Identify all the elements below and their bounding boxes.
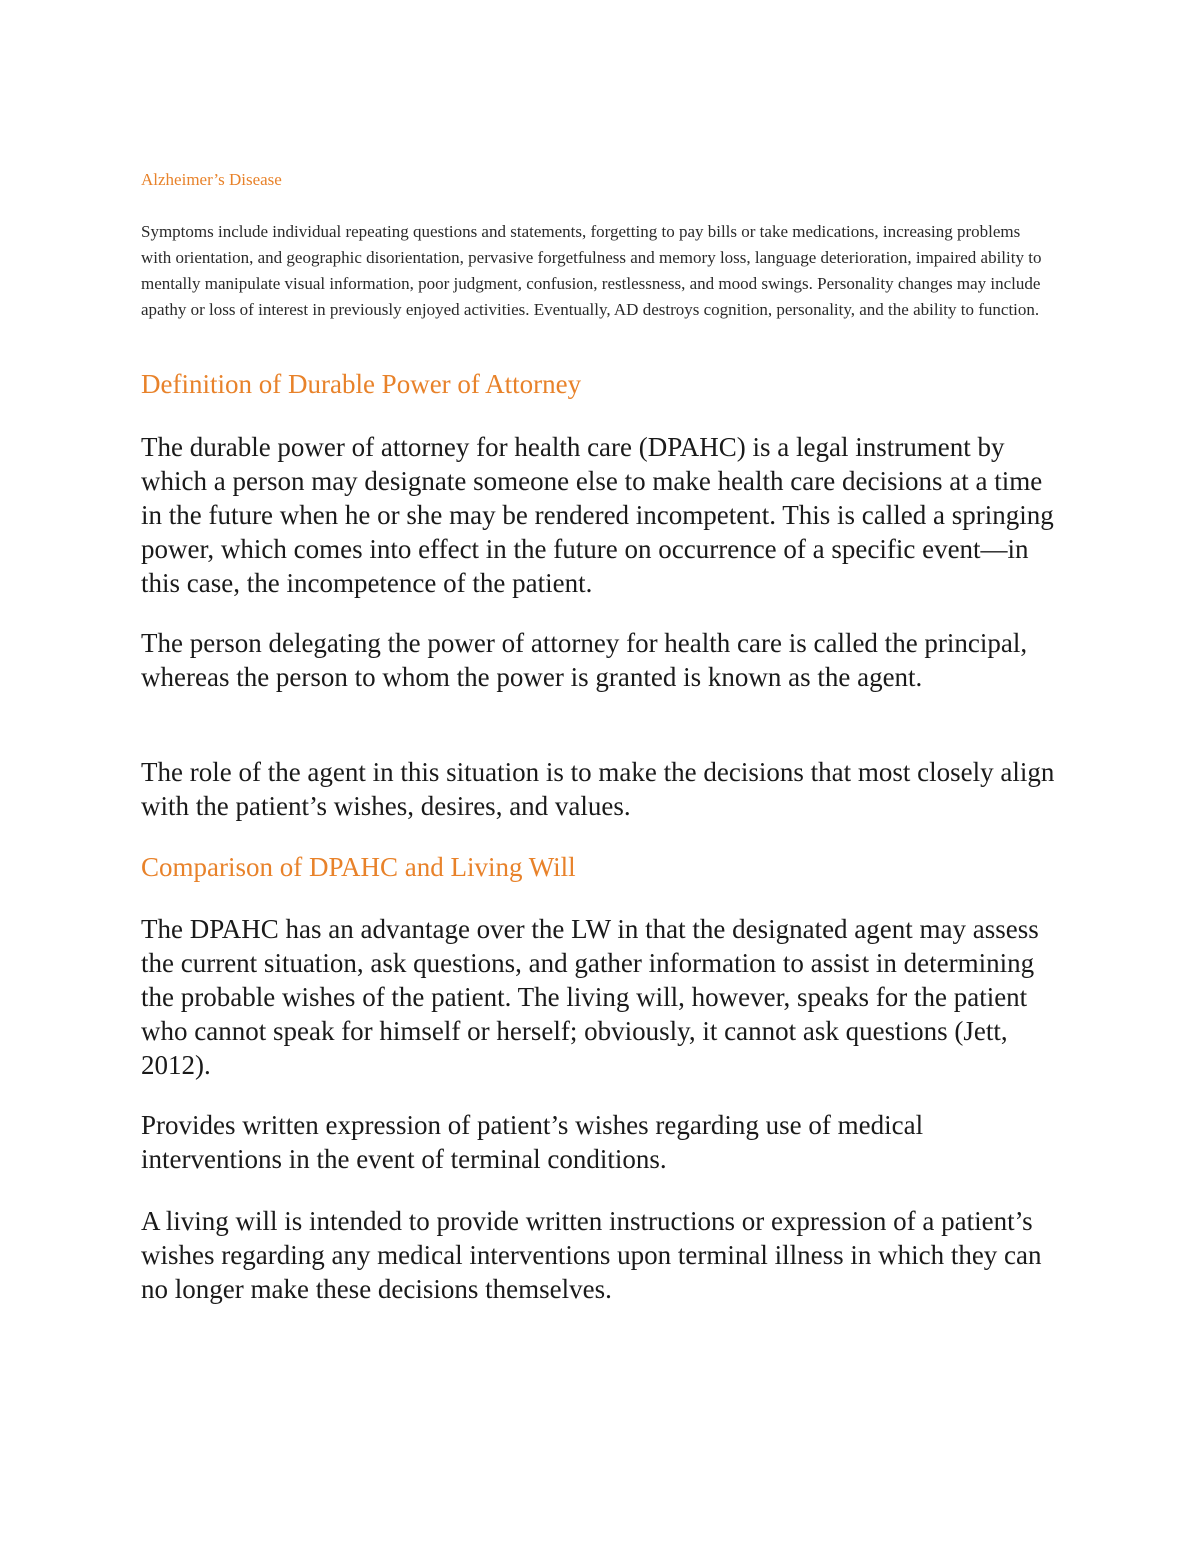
- comparison-paragraph-2: Provides written expression of patient’s wishes regarding use of medical interventions in the event of terminal conditions.: [141, 1110, 924, 1174]
- comparison-heading: Comparison of DPAHC and Living Will: [141, 852, 576, 882]
- comparison-paragraph-3: A living will is intended to provide written instructions or expression of a patient’s wishes regarding any medical interventions upon terminal illness in which they can no longer make these decisions themselves.: [141, 1206, 1042, 1304]
- dpoa-paragraph-1: The durable power of attorney for health care (DPAHC) is a legal instrument by which a person may designate someone else to make health care decisions at a time in the future when he or she may be rendered incompetent. This is called a springing power, which comes into effect in the future on occurrence of a specific event—in this case, the incompetence of the patient.: [141, 432, 1054, 598]
- comparison-paragraph-1: The DPAHC has an advantage over the LW in that the designated agent may assess the current situation, ask questions, and gather information to assist in determining the probable wishes of the patient. The living will, however, speaks for the patient who cannot speak for himself or herself; obviously, it cannot ask questions (Jett, 2012).: [141, 914, 1039, 1080]
- dpoa-paragraph-3: The role of the agent in this situation is to make the decisions that most closely align with the patient’s wishes, desires, and values.: [141, 757, 1055, 821]
- alzheimers-title: Alzheimer’s Disease: [141, 170, 282, 189]
- alzheimers-paragraph: Symptoms include individual repeating questions and statements, forgetting to pay bills or take medications, increasing problems with orientation, and geographic disorientation, pervasive forgetfulness and memory loss, language deterioration, impaired ability to mentally manipulate visual information, poor judgment, confusion, restlessness, and mood swings. Personality changes may include apathy or loss of interest in previously enjoyed activities. Eventually, AD destroys cognition, personality, and the ability to function.: [141, 222, 1042, 319]
- dpoa-paragraph-2: The person delegating the power of attorney for health care is called the principal, whereas the person to whom the power is granted is known as the agent.: [141, 628, 1028, 692]
- dpoa-heading: Definition of Durable Power of Attorney: [141, 369, 582, 399]
